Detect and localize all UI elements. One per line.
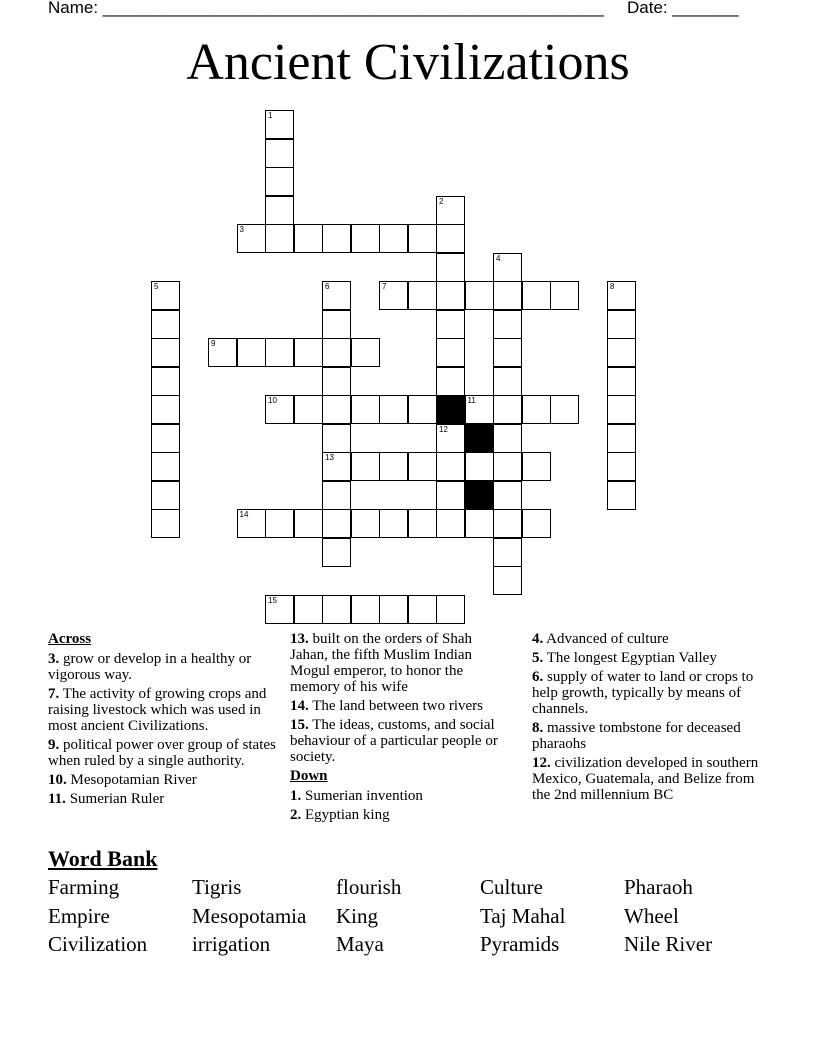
clue-text: grow or develop in a healthy or vigorous way. (48, 651, 252, 683)
grid-cell[interactable] (294, 338, 323, 367)
grid-cell[interactable] (607, 395, 636, 424)
grid-cell[interactable] (322, 367, 351, 396)
clue (290, 698, 510, 714)
grid-cell[interactable] (607, 452, 636, 481)
grid-cell[interactable] (322, 595, 351, 624)
clue-text: built on the orders of Shah Jahan, the fifth Muslim Indian Mogul emperor, to honor the memory of his wife (290, 631, 473, 695)
grid-cell[interactable] (322, 452, 351, 481)
clue-text: The activity of growing crops and raising livestock which was used in most ancient Civilizations. (48, 686, 267, 734)
clue-text: Egyptian king (301, 807, 390, 823)
clue-number: 10 (268, 396, 277, 405)
clue-number: 11 (467, 396, 476, 405)
grid-cell[interactable] (607, 424, 636, 453)
grid-cell[interactable] (379, 595, 408, 624)
grid-cell[interactable] (408, 452, 437, 481)
grid-cell[interactable] (322, 538, 351, 567)
clue-number: 1 (268, 111, 273, 120)
grid-cell[interactable] (294, 595, 323, 624)
word-bank-item: Tigris (192, 875, 242, 899)
clue-text: massive tombstone for deceased pharaohs (532, 720, 741, 752)
grid-cell[interactable] (151, 338, 180, 367)
clue-number-label: 10. (48, 772, 67, 788)
clue (290, 717, 510, 765)
grid-cell[interactable] (379, 395, 408, 424)
date-field-label: Date: _______ (627, 0, 739, 17)
clue (290, 631, 510, 695)
clue-text: The land between two rivers (308, 698, 484, 714)
grid-cell[interactable] (151, 310, 180, 339)
grid-cell[interactable] (607, 338, 636, 367)
grid-cell[interactable] (322, 424, 351, 453)
black-cell (465, 424, 494, 453)
grid-cell[interactable] (294, 224, 323, 253)
grid-cell[interactable] (493, 452, 522, 481)
grid-cell[interactable] (151, 509, 180, 538)
grid-cell[interactable] (436, 481, 465, 510)
grid-cell[interactable] (408, 224, 437, 253)
word-bank-item: Wheel (624, 903, 679, 928)
clue-number: 3 (239, 225, 244, 234)
clue-number-label: 5. (532, 650, 544, 666)
clue-number: 5 (154, 282, 159, 291)
clue-number-label: 11. (48, 791, 66, 807)
clue (532, 650, 762, 666)
grid-cell[interactable] (493, 253, 522, 282)
word-bank (48, 873, 768, 959)
word-bank-item: Pyramids (480, 932, 560, 956)
grid-cell[interactable] (493, 281, 522, 310)
clues-column-3 (532, 631, 762, 806)
grid-cell[interactable] (408, 595, 437, 624)
grid-cell[interactable] (294, 509, 323, 538)
grid-cell[interactable] (322, 509, 351, 538)
word-bank-item: Empire (48, 903, 110, 928)
clue-number-label: 7. (48, 686, 60, 702)
grid-cell[interactable] (436, 224, 465, 253)
clue-number: 15 (268, 595, 277, 605)
grid-cell[interactable] (265, 224, 294, 253)
clue (48, 791, 278, 807)
grid-cell[interactable] (351, 509, 380, 538)
clue-number-label: 15. (290, 717, 309, 733)
clue-number: 12 (439, 424, 448, 434)
clue-number-label: 3. (48, 651, 60, 667)
clue-number-label: 12. (532, 755, 551, 771)
grid-cell[interactable] (151, 367, 180, 396)
clue-number: 7 (382, 282, 387, 291)
page-title: Ancient Civilizations (186, 34, 630, 91)
grid-cell[interactable] (265, 167, 294, 196)
grid-cell[interactable] (265, 595, 294, 624)
grid-cell[interactable] (408, 395, 437, 424)
clue-text: political power over group of states when ruled by a single authority. (48, 737, 276, 769)
grid-cell[interactable] (379, 452, 408, 481)
grid-cell[interactable] (436, 424, 465, 453)
clue (532, 755, 762, 803)
grid-cell[interactable] (151, 452, 180, 481)
grid-cell[interactable] (550, 281, 579, 310)
grid-cell[interactable] (351, 452, 380, 481)
clue (532, 631, 762, 647)
grid-cell[interactable] (465, 509, 494, 538)
grid-cell[interactable] (522, 395, 551, 424)
grid-cell[interactable] (351, 338, 380, 367)
grid-cell[interactable] (151, 281, 180, 310)
clue-number-label: 13. (290, 631, 309, 647)
clue-text: Sumerian invention (301, 788, 423, 804)
word-bank-item: Maya (336, 932, 384, 956)
clue-number-label: 8. (532, 720, 544, 736)
grid-cell[interactable] (322, 395, 351, 424)
grid-cell[interactable] (436, 338, 465, 367)
grid-cell[interactable] (322, 338, 351, 367)
clue (290, 788, 510, 804)
grid-cell[interactable] (208, 338, 237, 367)
word-bank-item: Civilization (48, 932, 148, 956)
black-cell (436, 395, 465, 424)
clue-text: civilization developed in southern Mexico, Guatemala, and Belize from the 2nd millennium BC (532, 755, 759, 803)
grid-cell[interactable] (351, 395, 380, 424)
grid-cell[interactable] (436, 253, 465, 282)
clue-number: 8 (610, 282, 615, 291)
grid-cell[interactable] (493, 481, 522, 510)
grid-cell[interactable] (493, 566, 522, 595)
word-bank-title: Word Bank (48, 846, 158, 871)
grid-cell[interactable] (607, 310, 636, 339)
grid-cell[interactable] (522, 281, 551, 310)
clue-number-label: 1. (290, 788, 302, 804)
grid-cell[interactable] (408, 281, 437, 310)
clue-text: The ideas, customs, and social behaviour of a particular people or society. (290, 717, 498, 765)
grid-cell[interactable] (265, 338, 294, 367)
clue (48, 686, 278, 734)
grid-cell[interactable] (493, 367, 522, 396)
word-bank-item: Nile River (624, 932, 713, 956)
clue (532, 720, 762, 752)
grid-cell[interactable] (436, 509, 465, 538)
grid-cell[interactable] (265, 509, 294, 538)
grid-cell[interactable] (322, 310, 351, 339)
grid-cell[interactable] (436, 281, 465, 310)
grid-cell[interactable] (379, 281, 408, 310)
clue-number-label: 9. (48, 737, 60, 753)
grid-cell[interactable] (493, 424, 522, 453)
clue-number: 6 (325, 282, 330, 291)
grid-cell[interactable] (607, 481, 636, 510)
clue-number: 14 (239, 510, 249, 519)
word-bank-item: Mesopotamia (192, 903, 307, 928)
grid-cell[interactable] (408, 509, 437, 538)
grid-cell[interactable] (265, 395, 294, 424)
clue-number-label: 4. (532, 631, 544, 647)
clue (48, 737, 278, 769)
grid-cell[interactable] (465, 281, 494, 310)
grid-cell[interactable] (237, 224, 266, 253)
grid-cell[interactable] (351, 224, 380, 253)
grid-cell[interactable] (151, 395, 180, 424)
word-bank-item: Taj Mahal (480, 903, 566, 928)
grid-cell[interactable] (322, 224, 351, 253)
clues-column-1 (48, 631, 278, 810)
clue (48, 772, 278, 788)
word-bank-item: Pharaoh (624, 875, 693, 899)
clue-number-label: 2. (290, 807, 302, 823)
clue-text: Sumerian Ruler (65, 791, 165, 807)
clues-column-2 (290, 631, 510, 826)
grid-cell[interactable] (436, 367, 465, 396)
grid-cell[interactable] (493, 509, 522, 538)
across-heading: Across (48, 631, 92, 647)
word-bank-item: Farming (48, 875, 120, 899)
clue-text: The longest Egyptian Valley (543, 650, 717, 666)
grid-cell[interactable] (436, 196, 465, 225)
clue-text: supply of water to land or crops to help growth, typically by means of channels. (532, 669, 754, 717)
black-cell (465, 481, 494, 510)
grid-cell[interactable] (465, 452, 494, 481)
grid-cell[interactable] (436, 595, 465, 624)
clue-number: 9 (211, 339, 216, 348)
clue-number: 4 (496, 253, 501, 263)
grid-cell[interactable] (237, 338, 266, 367)
clue (532, 669, 762, 717)
grid-cell[interactable] (493, 338, 522, 367)
grid-cell[interactable] (607, 281, 636, 310)
grid-cell[interactable] (379, 224, 408, 253)
clue-number-label: 14. (290, 698, 309, 714)
grid-cell[interactable] (322, 481, 351, 510)
grid-cell[interactable] (322, 281, 351, 310)
clue-number: 13 (325, 453, 334, 462)
grid-cell[interactable] (379, 509, 408, 538)
grid-cell[interactable] (351, 595, 380, 624)
clue-number-label: 6. (532, 669, 544, 685)
clue (290, 807, 510, 823)
name-field-label: Name: _____________________________________________________ (48, 0, 604, 17)
grid-cell[interactable] (265, 110, 294, 139)
clue-number: 2 (439, 196, 444, 206)
word-bank-item: irrigation (192, 932, 271, 956)
grid-cell[interactable] (465, 395, 494, 424)
grid-cell[interactable] (237, 509, 266, 538)
grid-cell[interactable] (151, 424, 180, 453)
grid-cell[interactable] (265, 196, 294, 225)
down-heading: Down (290, 768, 328, 784)
grid-cell[interactable] (522, 509, 551, 538)
grid-cell[interactable] (436, 452, 465, 481)
clue-text: Advanced of culture (543, 631, 669, 647)
grid-cell[interactable] (151, 481, 180, 510)
grid-cell[interactable] (294, 395, 323, 424)
word-bank-item: flourish (336, 875, 402, 899)
grid-cell[interactable] (550, 395, 579, 424)
grid-cell[interactable] (522, 452, 551, 481)
grid-cell[interactable] (493, 310, 522, 339)
grid-cell[interactable] (607, 367, 636, 396)
grid-cell[interactable] (493, 395, 522, 424)
clue (48, 651, 278, 683)
word-bank-item: Culture (480, 875, 543, 899)
grid-cell[interactable] (493, 538, 522, 567)
grid-cell[interactable] (265, 139, 294, 168)
word-bank-item: King (336, 903, 378, 928)
clue-text: Mesopotamian River (66, 772, 197, 788)
grid-cell[interactable] (436, 310, 465, 339)
